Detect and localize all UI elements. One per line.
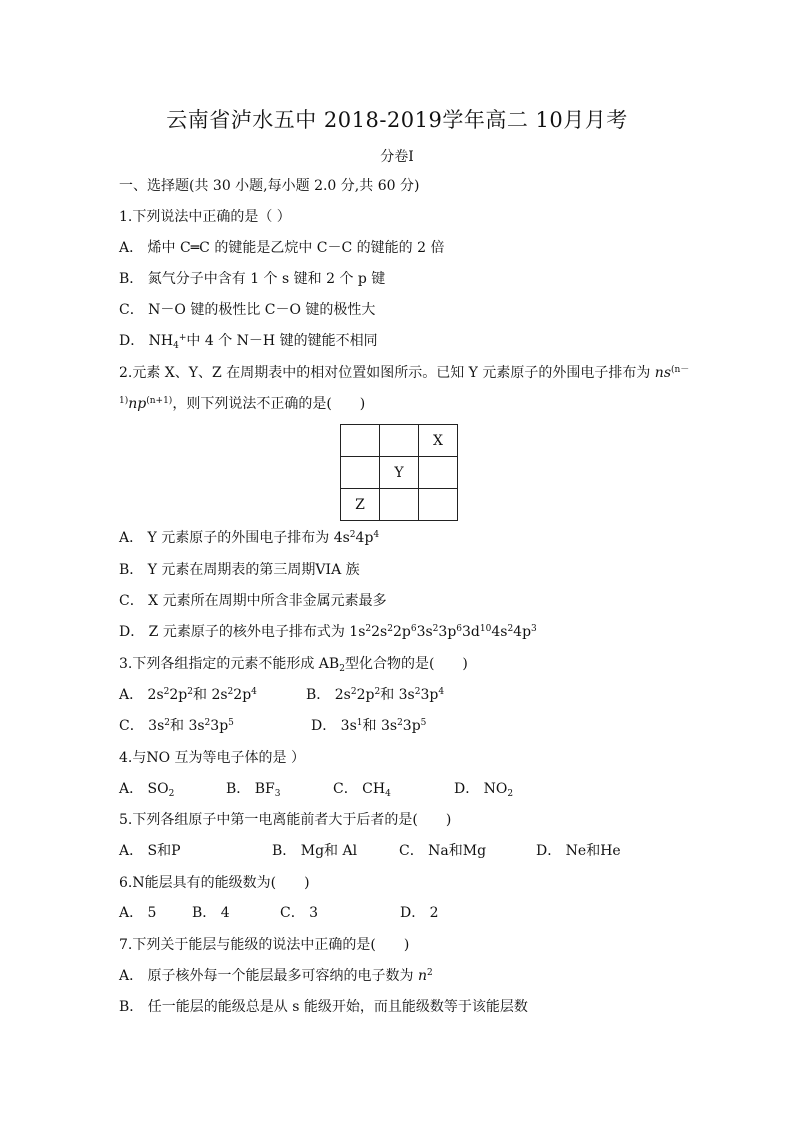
q2-stem-sup1b: 1) [119,396,129,406]
q3-a-s7: 4 [251,687,257,697]
q4-stem: 4.与NO 互为等电子体的是 ） [119,750,305,766]
q3-b-t0: B． 2s [306,687,351,703]
q4-c-text: C． CH [333,781,386,797]
q7-option-a [119,966,433,986]
q5-option-c: C． Na和Mg [399,843,487,859]
q3-a-t0: A． 2s [119,687,164,703]
q3-d-s5: 5 [420,718,427,728]
q3-b-t2: 2p [356,687,375,703]
q3-d-t2: 和 3s [362,718,398,734]
q4-option-b [226,779,280,799]
config-superscript: 6 [456,624,463,634]
q2-option-d [119,622,537,642]
q5-stem: 5.下列各组原子中第一电离能前者大于后者的是( ) [119,812,452,828]
q6-stem: 6.N能层具有的能级数为( ) [119,875,310,891]
q3-c-s3: 2 [204,718,211,728]
config-orbital: 4p [513,624,532,640]
q5-option-b: B． Mg和 Al [272,843,358,859]
q4-d-sub: 2 [507,789,514,799]
q2-d-prefix: D． Z 元素原子的核外电子排布式为 1s [119,624,366,640]
q3-d-t4: 3p [402,718,421,734]
q4-option-d [454,779,513,799]
q3-b-t6: 3p [420,687,439,703]
q3-stem [119,654,468,674]
q3-a-s1: 2 [163,687,170,697]
q1-option-b: B． 氮气分子中含有 1 个 s 键和 2 个 p 键 [119,271,386,287]
config-orbital: 4s [491,624,508,640]
q1-option-a: A． 烯中 C═C 的键能是乙烷中 C－C 的键能的 2 倍 [119,240,445,256]
q7-option-b: B． 任一能层的能级总是从 s 能级开始，而且能级数等于该能层数 [119,999,528,1015]
q6-option-c: C． 3 [280,905,319,921]
q7-stem: 7.下列关于能层与能级的说法中正确的是( ) [119,937,410,953]
q2-stem-line1 [119,363,689,383]
q4-a-sub: 2 [168,789,175,799]
q2-stem-end: ，则下列说法不正确的是( ) [172,396,366,412]
q2-a-sup2: 4 [373,530,380,540]
q7-a-n: n [418,968,428,984]
q2-a-sup1: 2 [349,530,356,540]
q7-a-prefix: A． 原子核外每一个能层最多可容纳的电子数为 [119,968,419,984]
q4-b-sub: 3 [274,789,281,799]
section-heading: 一、选择题(共 30 小题,每小题 2.0 分,共 60 分) [119,178,420,194]
q3-a-t6: 2p [233,687,252,703]
q1-d-rest: 中 4 个 N－H 键的键能不相同 [186,333,378,349]
q2-stem-sup1a: (n－ [671,365,690,375]
q3-a-s3: 2 [187,687,193,697]
q3-d-s1: 1 [356,718,363,728]
q3-c-s1: 2 [164,718,170,728]
config-superscript: 2 [387,624,393,634]
q4-d-text: D． NO [454,781,508,797]
config-orbital: 3p [438,624,457,640]
q3-b-s3: 2 [374,687,381,697]
q3-a-t2: 2p [169,687,188,703]
exam-title: 云南省泸水五中 2018-2019学年高二 10月月考 [166,108,628,132]
config-orbital: 2s [371,624,388,640]
q3-option-b [306,685,444,705]
q6-option-a: A． 5 [119,905,157,921]
q3-a-s5: 2 [227,687,234,697]
q4-option-c [333,779,391,799]
grid-cell [380,489,419,521]
config-superscript: 10 [479,624,492,634]
grid-cell-y: Y [380,457,419,489]
grid-cell-x: X [419,425,458,457]
q2-a-prefix: A． Y 元素原子的外围电子排布为 4s [119,530,350,546]
q1-stem: 1.下列说法中正确的是（ ） [119,209,291,225]
q2-a-mid: 4p [355,530,374,546]
q3-c-t4: 3p [210,718,229,734]
q5-option-a: A． S和P [119,843,181,859]
config-superscript: 2 [507,624,514,634]
q3-b-s7: 4 [438,687,445,697]
q2-d-config [365,624,536,640]
config-orbital: 2p [392,624,411,640]
config-superscript: 3 [531,624,537,634]
config-superscript: 2 [365,624,372,634]
q1-d-prefix: D． NH [119,333,174,349]
q3-d-s3: 2 [397,718,403,728]
q2-stem-np: np [128,396,147,412]
grid-cell [419,457,458,489]
q1-option-c: C． N－O 键的极性比 C－O 键的极性大 [119,302,376,318]
exam-subtitle: 分卷I [380,149,414,165]
q2-stem-ns: ns [654,365,671,381]
q3-a-t4: 和 2s [193,687,228,703]
q3-stem-a: 3.下列各组指定的元素不能形成 AB [119,656,340,672]
q6-option-d: D． 2 [400,905,439,921]
q3-d-t0: D． 3s [311,718,357,734]
q4-c-sub: 4 [385,789,391,799]
periodic-position-grid [340,424,458,521]
grid-cell [341,425,380,457]
config-orbital: 3d [462,624,480,640]
grid-cell-z: Z [341,489,380,521]
grid-cell [341,457,380,489]
q5-option-d: D． Ne和He [536,843,621,859]
q2-option-a [119,528,379,548]
q3-b-s5: 2 [414,687,421,697]
q3-stem-sub: 2 [339,664,345,674]
q3-option-d [311,716,426,736]
q3-c-t0: C． 3s [119,718,165,734]
config-orbital: 3s [416,624,433,640]
q2-stem-part1: 2.元素 X、Y、Z 在周期表中的相对位置如图所示。已知 Y 元素原子的外围电子排布为 [119,365,655,381]
q3-option-a [119,685,257,705]
q4-option-a [119,779,174,799]
q1-d-sub: 4 [173,341,179,351]
q4-b-text: B． BF [226,781,275,797]
q2-option-c: C． X 元素所在周期中所含非金属元素最多 [119,593,387,609]
config-superscript: 6 [410,624,417,634]
q1-option-d [119,331,378,351]
q3-b-s1: 2 [350,687,357,697]
config-superscript: 2 [432,624,439,634]
grid-cell [419,489,458,521]
grid-cell [380,425,419,457]
q2-stem-line2 [119,394,365,414]
q3-c-s5: 5 [228,718,234,728]
q2-option-b: B． Y 元素在周期表的第三周期VIA 族 [119,562,360,578]
q3-b-t4: 和 3s [380,687,415,703]
q3-option-c [119,716,234,736]
q3-c-t2: 和 3s [170,718,205,734]
q7-a-sup: 2 [427,968,433,978]
q2-stem-sup2: (n+1) [146,396,173,406]
q4-a-text: A． SO [119,781,169,797]
q1-d-sup: + [178,333,187,343]
q3-stem-b: 型化合物的是( ) [344,656,468,672]
q6-option-b: B． 4 [192,905,230,921]
